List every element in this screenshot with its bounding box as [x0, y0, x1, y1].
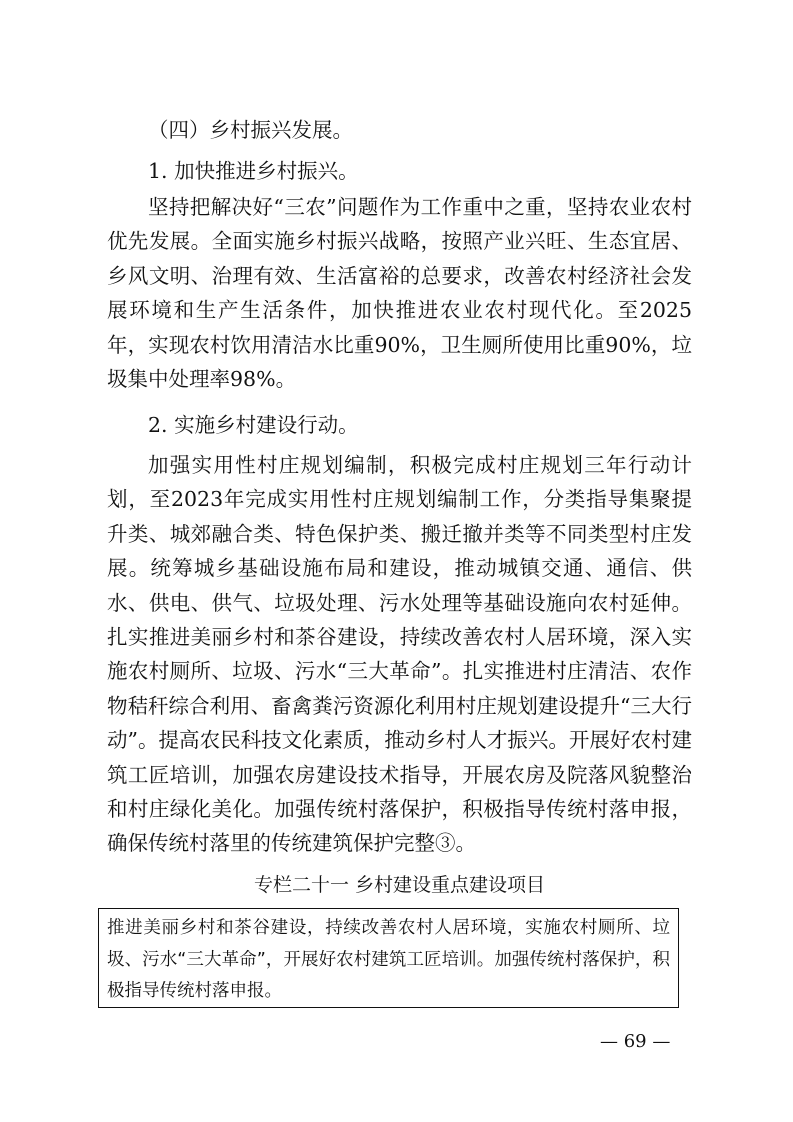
page-number: — 69 — [600, 1031, 671, 1052]
column-box-title: 专栏二十一 乡村建设重点建设项目 [253, 874, 546, 896]
paragraph-rural-revitalization: 坚持把解决好“三农”问题作为工作重中之重，坚持农业农村优先发展。全面实施乡村振兴战略，按照产业兴旺、生态宜居、乡风文明、治理有效、生活富裕的总要求，改善农村经济社会发展环境和生产生活条件，加快推进农业农村现代化。至2025年，实现农村饮用清洁水比重90%，卫生厕所使用比重90%，垃圾集中处理率98%。 [107, 195, 692, 392]
column-box-text: 推进美丽乡村和茶谷建设，持续改善农村人居环境，实施农村厕所、垃圾、污水“三大革命”，开展好农村建筑工匠培训。加强传统村落保护，积极指导传统村落申报。 [107, 918, 670, 1001]
subsection-title-2: 2. 实施乡村建设行动。 [148, 413, 359, 437]
section-heading: （四）乡村振兴发展。 [148, 118, 353, 142]
subsection-title-1: 1. 加快推进乡村振兴。 [148, 159, 359, 183]
column-box [98, 908, 679, 1008]
paragraph-rural-construction: 加强实用性村庄规划编制，积极完成村庄规划三年行动计划，至2023年完成实用性村庄规划编制工作，分类指导集聚提升类、城郊融合类、特色保护类、搬迁撤并类等不同类型村庄发展。统筹城乡基础设施布局和建设，推动城镇交通、通信、供水、供电、供气、垃圾处理、污水处理等基础设施向农村延伸。扎实推进美丽乡村和茶谷建设，持续改善农村人居环境，深入实施农村厕所、垃圾、污水“三大革命”。扎实推进村庄清洁、农作物秸秆综合利用、畜禽粪污资源化利用村庄规划建设提升“三大行动”。提高农民科技文化素质，推动乡村人才振兴。开展好农村建筑工匠培训，加强农房建设技术指导，开展农房及院落风貌整治和村庄绿化美化。加强传统村落保护，积极指导传统村落申报，确保传统村落里的传统建筑保护完整③。 [107, 453, 692, 856]
